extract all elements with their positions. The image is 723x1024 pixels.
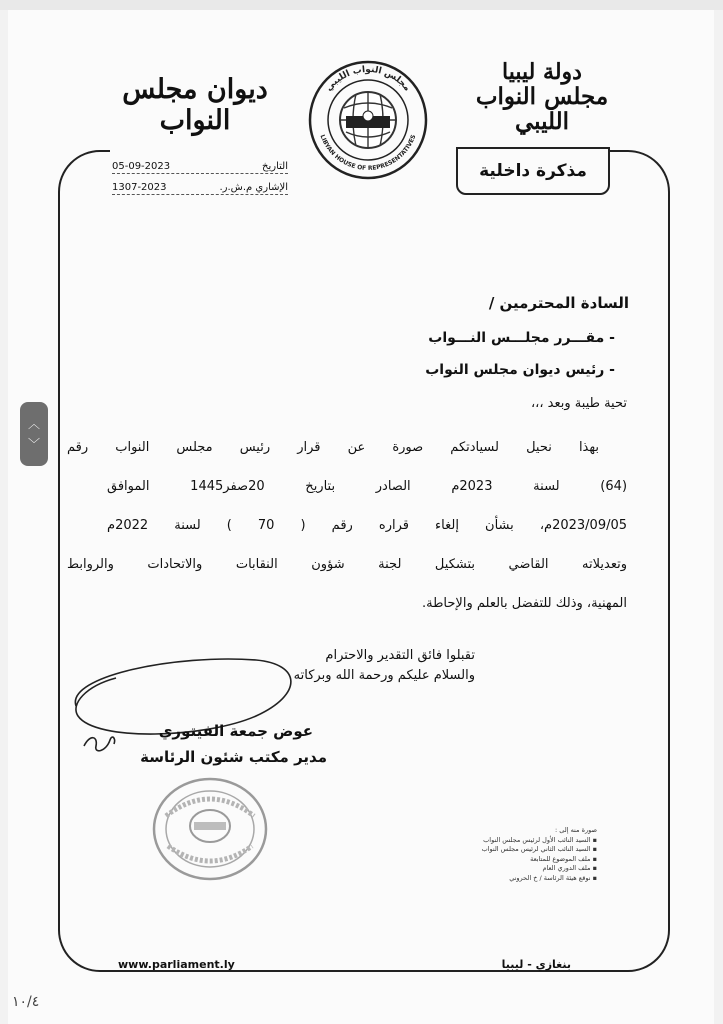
copies-list (387, 826, 597, 884)
copy-item: ▪ السيد النائب الأول لرئيس مجلس النواب (483, 835, 597, 844)
office-title: ديوان مجلس النواب (122, 74, 268, 136)
header-state-title (447, 60, 637, 135)
footer-website: www.parliament.ly (118, 958, 235, 971)
emblem-english-text: LIBYAN HOUSE OF REPRESENTATIVES (318, 133, 418, 173)
greeting: تحية طيبة وبعد ،،، (530, 396, 627, 411)
copy-item: ▪ ملف الدوري العام (542, 864, 597, 873)
reference-value: 1307-2023 (112, 182, 167, 193)
signatory-title: مدير مكتب شئون الرئاسة (140, 748, 327, 766)
parliament-emblem-logo (306, 58, 430, 182)
copy-item: ▪ ملف الموضوع للمتابعة (530, 854, 597, 863)
copies-heading: صورة منه إلى : (555, 826, 597, 834)
chevron-up-icon[interactable]: ︿ (27, 417, 40, 431)
closing-block (294, 646, 475, 686)
state-name: دولة ليبيا (502, 59, 582, 85)
paragraph-line-2: (64) لسنة 2023م الصادر بتاريخ 20صفر1445 الموافق (107, 479, 628, 494)
official-stamp-seal (150, 776, 270, 882)
salutation: السادة المحترمين / (488, 294, 629, 312)
footer-location: بنغازي - ليبيا (501, 958, 571, 971)
page-number: ١٠/٤ (12, 994, 40, 1010)
closing-peace: والسلام عليكم ورحمة الله وبركاته (293, 668, 475, 683)
signatory-name: عوض جمعة الفيتوري (158, 722, 313, 740)
emblem-arabic-text: مجلس النواب الليبي (324, 64, 412, 94)
paragraph-line-4: وتعديلاته القاضي بتشكيل لجنة شؤون النقابات والاتحادات والروابط (67, 557, 627, 572)
handwritten-initials (80, 728, 120, 758)
viewer-top-bar (0, 0, 723, 10)
closing-regards: تقبلوا فائق التقدير والاحترام (325, 648, 475, 663)
reference-label: الإشاري م.ش.ر. (219, 182, 288, 193)
date-row (112, 153, 288, 174)
memo-type-label: مذكرة داخلية (479, 161, 587, 181)
date-label: التاريخ (262, 161, 288, 172)
reference-row (112, 174, 288, 195)
paragraph-line-3: 2023/09/05م، بشأن إلغاء قراره رقم ( 70 ) لسنة 2022م (107, 518, 628, 533)
page-scroll-control[interactable] (20, 402, 48, 466)
paragraph-line-5: المهنية، وذلك للتفضل بالعلم والإحاطة. (421, 596, 627, 611)
parliament-name: مجلس النواب الليبي (475, 83, 609, 136)
recipient-2: - رئيس ديوان مجلس النواب (425, 362, 615, 378)
body-paragraph (67, 428, 627, 623)
paragraph-line-1: بهذا نحيل لسيادتكم صورة عن قرار رئيس مجلس النواب رقم (67, 440, 599, 455)
copy-item: ▪ السيد النائب الثاني لرئيس مجلس النواب (481, 845, 597, 854)
svg-text:مجلس النواب الليبي (324, 65, 412, 93)
date-reference-block (112, 153, 288, 195)
copy-item: ▪ نوقع هيئة الرئاسة / خ الحروني (509, 873, 597, 882)
memo-type-box (456, 147, 610, 195)
chevron-down-icon[interactable]: ﹀ (27, 437, 40, 451)
date-value: 05-09-2023 (112, 161, 171, 172)
recipient-1: - مقـــرر مجلـــس النـــواب (428, 330, 615, 346)
